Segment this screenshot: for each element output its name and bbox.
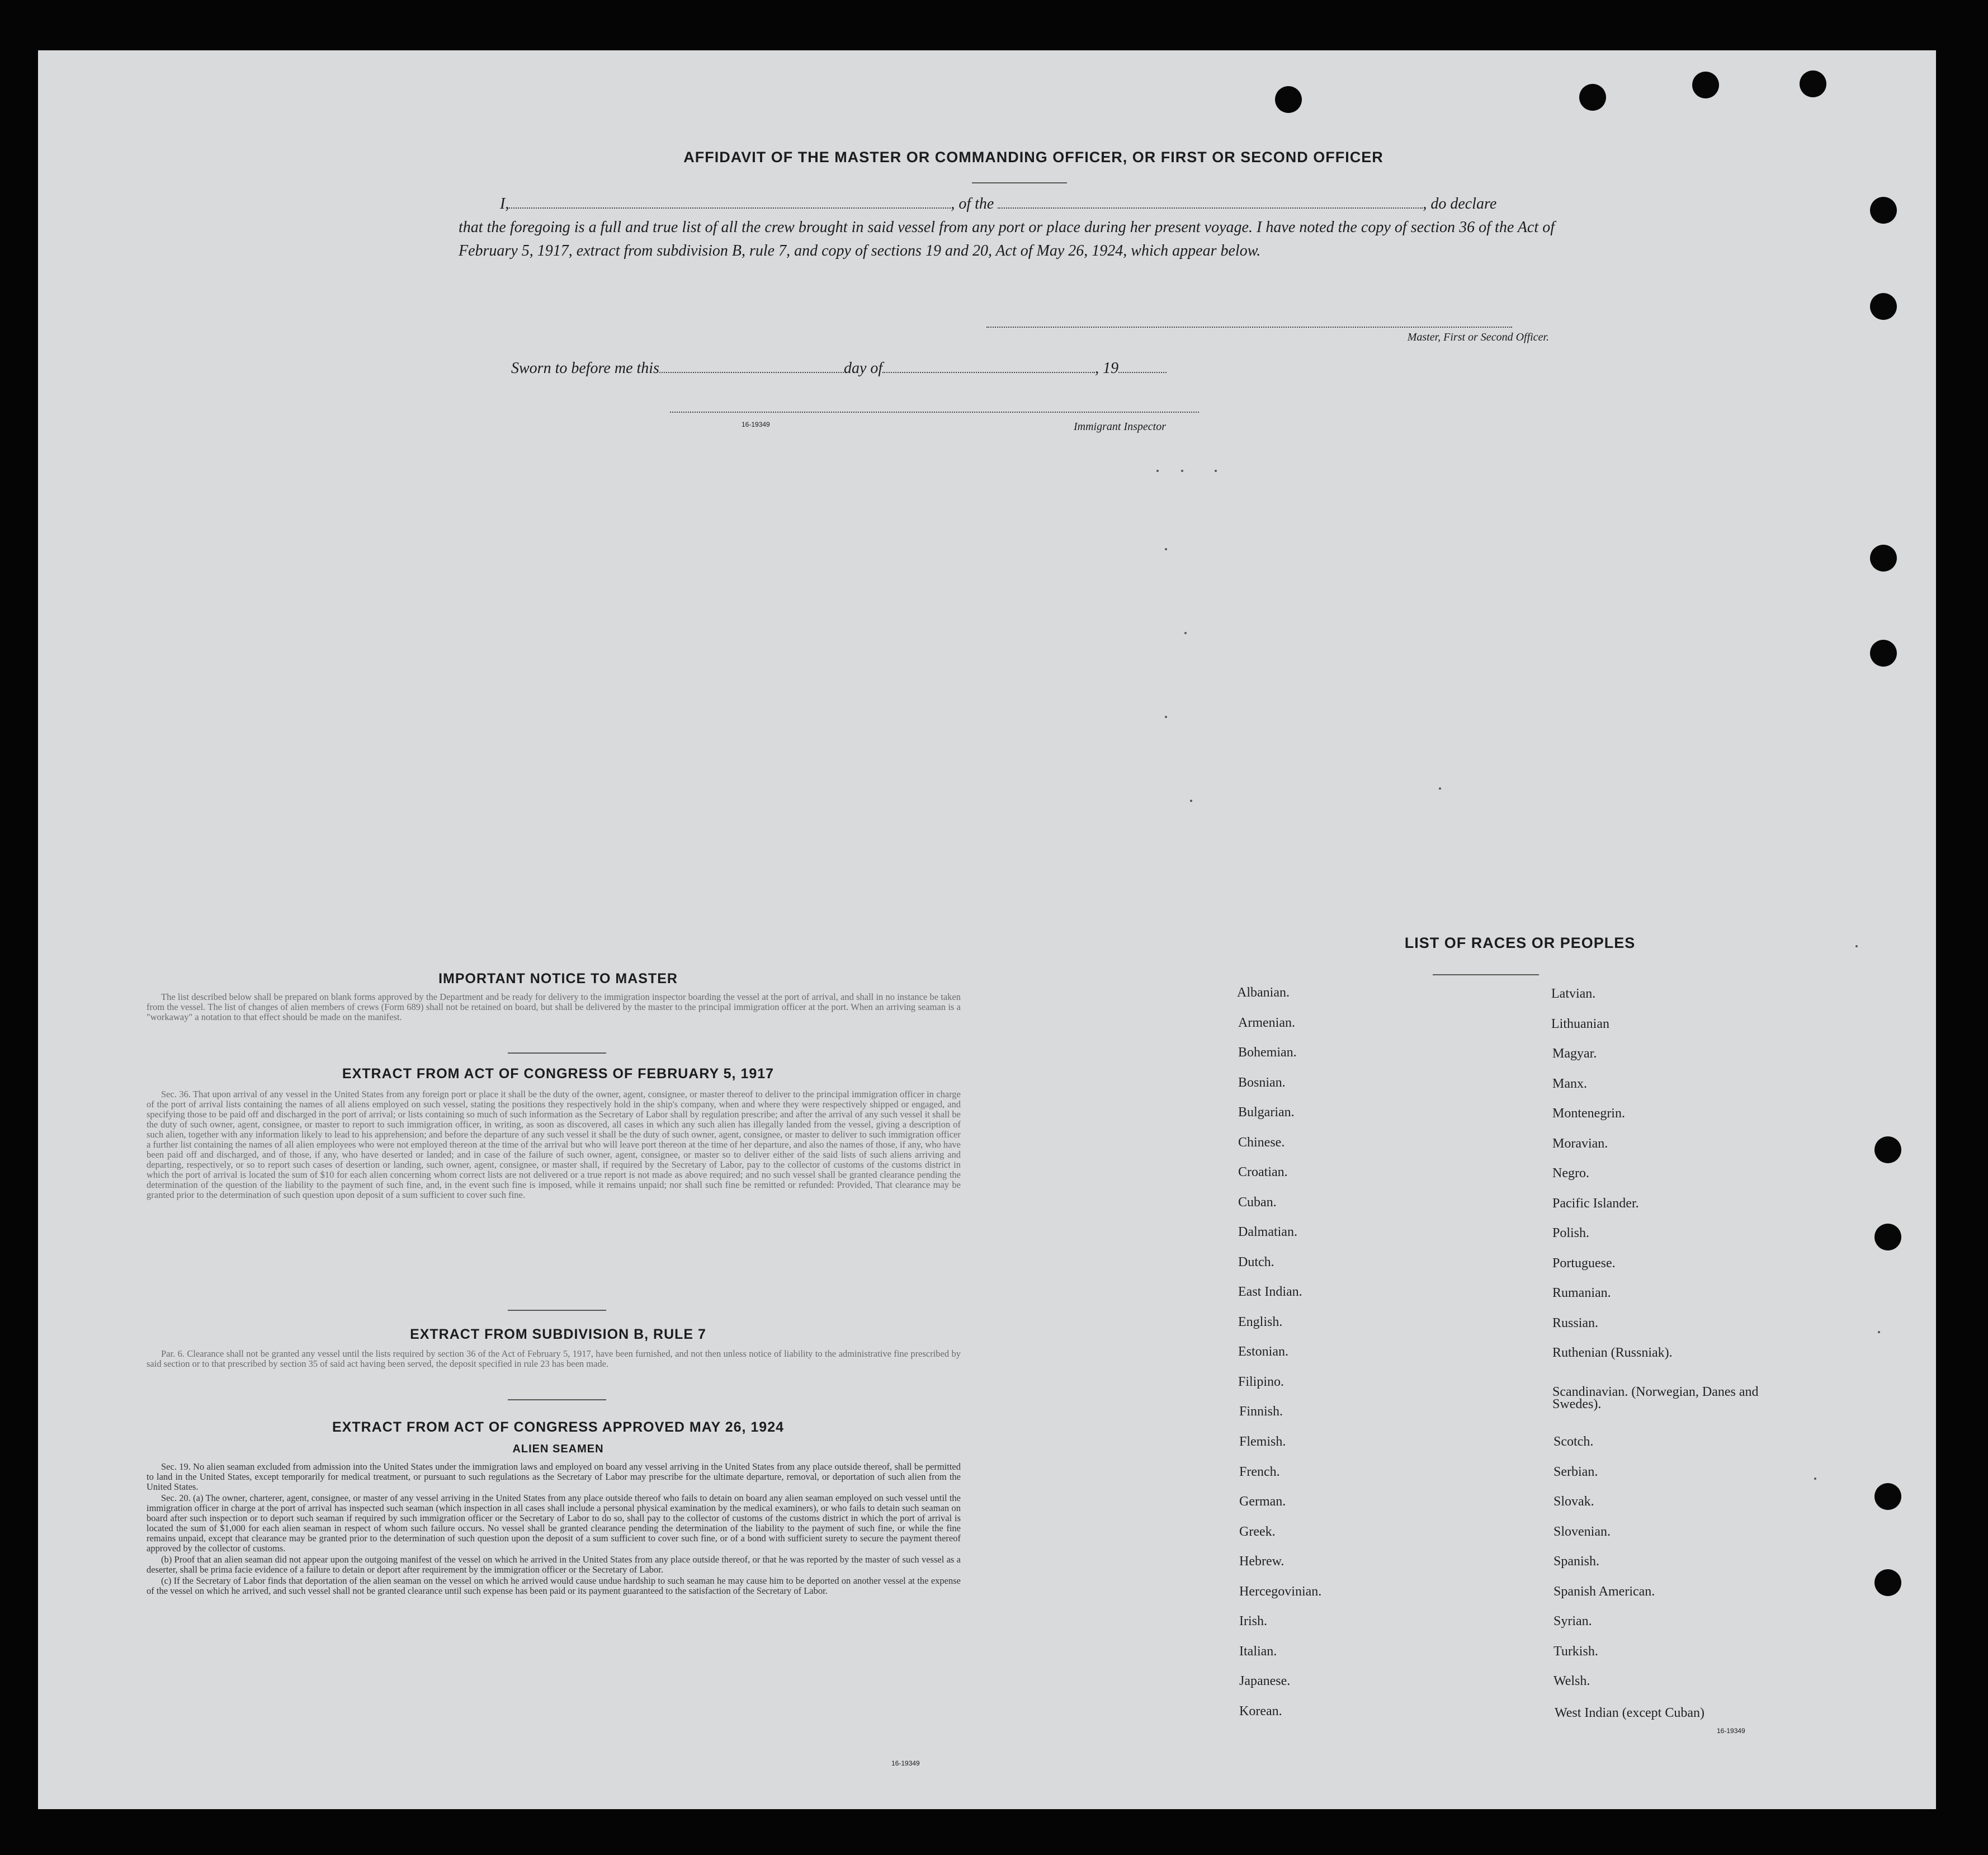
document-page: [38, 50, 1936, 1809]
race-item: West Indian (except Cuban): [1555, 1706, 1704, 1720]
extract-1917-title: EXTRACT FROM ACT OF CONGRESS OF FEBRUARY 5, 1917: [342, 1066, 775, 1082]
sworn-line: [511, 357, 1167, 380]
punch-hole: [1874, 1224, 1901, 1250]
race-item: Syrian.: [1553, 1614, 1592, 1629]
sworn-month-blank[interactable]: [882, 360, 1095, 373]
extract-1924-paragraph: Sec. 20. (a) The owner, charterer, agent, consignee, or master of any vessel arriving in the United States from any place outside thereof who fails to detain on board any alien seaman employed on such vessel until the immigration officer in charge at the port of arrival has inspected such seaman (which inspection in all cases shall include a personal physical examination by the medical examiners), or who fails to detain such seaman on board after such inspection or to deport such seaman if required by such immigration officer or the Secretary of Labor to do so, shall pay to the collector of customs of the customs district in which the port of arrival is located the sum of $1,000 for each alien seaman in respect of whom such failure occurs. No vessel shall be granted clearance pending the determination of the liability to the payment of such fine, or while the fine remains unpaid, except that clearance may be granted prior to the determination of such question upon the deposit of a sum sufficient to cover such fine, or of a bond with sufficient surety to secure the payment thereof approved by the collector of customs.: [147, 1493, 961, 1554]
punch-hole: [1870, 640, 1897, 667]
race-item: Ruthenian (Russniak).: [1552, 1346, 1673, 1360]
race-item: Estonian.: [1238, 1344, 1288, 1359]
race-item: Irish.: [1239, 1614, 1267, 1629]
paper-speck: [1156, 470, 1159, 472]
sworn-day: day of: [843, 360, 883, 377]
race-item: Croatian.: [1238, 1165, 1288, 1179]
form-number-left: 16-19349: [891, 1759, 920, 1767]
race-item: Slovak.: [1553, 1494, 1594, 1509]
inspector-signature-line[interactable]: [670, 412, 1199, 413]
race-item: Portuguese.: [1552, 1256, 1616, 1271]
race-item: Polish.: [1552, 1226, 1590, 1240]
extract-rule7-text: [147, 1349, 961, 1370]
extract-rule7-title: EXTRACT FROM SUBDIVISION B, RULE 7: [410, 1327, 706, 1342]
race-item: Hercegovinian.: [1239, 1584, 1322, 1599]
race-item: Pacific Islander.: [1552, 1196, 1639, 1211]
race-item: Bohemian.: [1238, 1045, 1297, 1060]
race-item: Serbian.: [1553, 1465, 1598, 1479]
race-item: Montenegrin.: [1552, 1106, 1625, 1121]
punch-hole: [1870, 545, 1897, 572]
paper-speck: [1190, 800, 1192, 802]
punch-hole: [1874, 1569, 1901, 1596]
race-item: Italian.: [1239, 1644, 1277, 1659]
punch-hole: [1692, 72, 1719, 98]
paper-speck: [1878, 1331, 1880, 1333]
race-item: Lithuanian: [1551, 1017, 1609, 1031]
punch-hole: [1870, 197, 1897, 224]
extract-1917-divider: [508, 1310, 606, 1311]
extract-1917-text: [147, 1089, 961, 1201]
form-number-top: 16-19349: [742, 421, 770, 428]
punch-hole: [1874, 1136, 1901, 1163]
master-caption: Master, First or Second Officer.: [1407, 331, 1549, 343]
race-item: Scandinavian. (Norwegian, Danes and Swedes).: [1552, 1385, 1759, 1412]
extract-1924-paragraph: (c) If the Secretary of Labor finds that deportation of the alien seaman on the vessel on which he arrived would cause undue hardship to such seaman he may cause him to be deported on another vessel at the expense of the vessel on which he arrived, and such vessel shall not be granted clearance until such expense has been paid or its payment guaranteed to the satisfaction of the Secretary of Labor.: [147, 1575, 961, 1596]
race-item: Scotch.: [1553, 1434, 1594, 1449]
title-divider: [972, 182, 1067, 183]
extract-1917-paragraph: Sec. 36. That upon arrival of any vessel in the United States from any foreign port or place it shall be the duty of the owner, agent, consignee, or master thereof to deliver to the principal immigration officer in charge of the port of arrival lists containing the names of all aliens employed on such vessel, stating the positions they respectively hold in the ship's company, when and where they were respectively shipped or engaged, and specifying those to be paid off and discharged in the port of arrival; or lists containing so much of such information as the Secretary of Labor shall by regulation prescribe; and after the arrival of any such vessel it shall be the duty of such owner, agent, consignee, or master to report to such immigration officer, in writing, as soon as discovered, all cases in which any such alien has illegally landed from the vessel, giving a description of such alien, together with any information likely to lead to his apprehension; and before the departure of any such vessel it shall be the duty of such owner, agent, consignee, or master to deliver to such immigration officer a further list containing the names of all alien employees who were not employed thereon at the time of the arrival but who will leave port thereon at the time of her departure, and also the names of those, if any, who have been paid off and discharged, and of those, if any, who have deserted or landed; and in case of the failure of such owner, agent, consignee, or master so to deliver either of the said lists of such aliens arriving and departing, respectively, or so to report such cases of desertion or landing, such owner, agent, consignee, or master shall, if required by the Secretary of Labor, pay to the collector of customs of the customs district in which the port of arrival is located the sum of $10 for each alien concerning whom correct lists are not delivered or a true report is not made as above required; and no such vessel shall be granted clearance pending the determination of the question of the liability to the payment of such fine, and, in the event such fine is imposed, while it remains unpaid; nor shall such fine be remitted or refunded: Provided, That clearance may be granted prior to the determination of such question upon deposit of a sum sufficient to cover such fine.: [147, 1089, 961, 1200]
extract-1924-paragraph: Sec. 19. No alien seaman excluded from admission into the United States under the immigration laws and employed on board any vessel arriving in the United States from any place outside thereof, shall be permitted to land in the United States, except temporarily for medical treatment, or pursuant to such regulations as the Secretary of Labor may prescribe for the ultimate departure, removal, or deportation of such alien from the United States.: [147, 1461, 961, 1492]
notice-text: [147, 992, 961, 1023]
race-item: Slovenian.: [1553, 1524, 1611, 1539]
vessel-blank[interactable]: [998, 195, 1423, 209]
punch-hole: [1275, 86, 1302, 113]
paper-speck: [1814, 1478, 1816, 1480]
race-item: Moravian.: [1552, 1136, 1608, 1151]
race-item: Dalmatian.: [1238, 1225, 1297, 1239]
master-signature-line[interactable]: [986, 327, 1512, 328]
race-item: Armenian.: [1238, 1016, 1295, 1030]
sworn-year-blank[interactable]: [1118, 360, 1167, 373]
extract-1924-paragraph: (b) Proof that an alien seaman did not appear upon the outgoing manifest of the vessel on which he arrived in the United States from any place outside thereof, or that he was reported by the master of such vessel as a deserter, shall be prima facie evidence of a failure to detain or deport after requirement by the immigration officer or the Secretary of Labor.: [147, 1554, 961, 1575]
punch-hole: [1870, 293, 1897, 320]
race-item: Welsh.: [1553, 1674, 1590, 1688]
extract-rule7-paragraph: Par. 6. Clearance shall not be granted any vessel until the lists required by section 36 of the Act of February 5, 1917, have been furnished, and not then unless notice of liability to the administrative fine prescribed by said section or to that prescribed by section 35 of said act having been served, the deposit specified in rule 23 has been made.: [147, 1348, 961, 1369]
race-item: Bulgarian.: [1238, 1105, 1295, 1120]
sworn-date-blank[interactable]: [659, 360, 844, 373]
paper-speck: [1439, 787, 1441, 790]
affidavit-paragraph: that the foregoing is a full and true list of all the crew brought in said vessel from any port or place during her present voyage. I have noted the copy of section 36 of the Act of February 5, 1917, extract from subdivision B, rule 7, and copy of sections 19 and 20, Act of May 26, 1924, which appear below.: [459, 219, 1555, 259]
extract-1924-title: EXTRACT FROM ACT OF CONGRESS APPROVED MAY 26, 1924: [332, 1419, 785, 1435]
race-item: Russian.: [1552, 1316, 1599, 1330]
race-item: Latvian.: [1551, 986, 1596, 1001]
form-number-right: 16-19349: [1717, 1727, 1745, 1735]
race-item: Rumanian.: [1552, 1286, 1611, 1300]
inspector-caption: Immigrant Inspector: [1074, 421, 1166, 433]
punch-hole: [1874, 1483, 1901, 1510]
sworn-year: , 19: [1095, 360, 1119, 377]
race-item: Dutch.: [1238, 1255, 1274, 1269]
paper-speck: [1165, 548, 1167, 550]
notice-title: IMPORTANT NOTICE TO MASTER: [438, 971, 678, 986]
paper-speck: [1215, 470, 1217, 472]
affidavit-title: AFFIDAVIT OF THE MASTER OR COMMANDING OFFICER, OR FIRST OR SECOND OFFICER: [683, 149, 1383, 166]
declaration-declare: , do declare: [1423, 195, 1497, 213]
race-item: Finnish.: [1239, 1404, 1283, 1419]
race-item: Korean.: [1239, 1704, 1282, 1719]
race-item: Negro.: [1552, 1166, 1589, 1181]
paper-speck: [1184, 632, 1187, 634]
notice-divider: [508, 1052, 606, 1054]
race-item: Chinese.: [1238, 1135, 1285, 1150]
race-item: Greek.: [1239, 1524, 1276, 1539]
paper-speck: [1181, 470, 1183, 472]
races-divider: [1433, 974, 1539, 975]
race-item: Magyar.: [1552, 1046, 1597, 1061]
races-title: LIST OF RACES OR PEOPLES: [1404, 934, 1636, 951]
extract-rule7-divider: [508, 1399, 606, 1400]
affidavit-declaration-line: [500, 192, 1496, 216]
race-item: Spanish American.: [1553, 1584, 1655, 1599]
race-item: English.: [1238, 1315, 1283, 1329]
extract-1924-text: [147, 1462, 961, 1597]
race-item: German.: [1239, 1494, 1286, 1509]
race-item: Manx.: [1552, 1077, 1587, 1091]
declaration-i: I,: [500, 195, 509, 213]
race-item: Albanian.: [1237, 985, 1290, 1000]
race-item: Flemish.: [1239, 1434, 1286, 1449]
race-item: Spanish.: [1553, 1554, 1600, 1569]
race-item: Filipino.: [1238, 1375, 1285, 1389]
race-item: Turkish.: [1553, 1644, 1598, 1659]
paper-speck: [1855, 945, 1858, 947]
race-item: Cuban.: [1238, 1195, 1277, 1210]
paper-speck: [1165, 716, 1167, 718]
name-blank[interactable]: [509, 195, 951, 209]
race-item: East Indian.: [1238, 1285, 1302, 1299]
race-item: Hebrew.: [1239, 1554, 1285, 1569]
notice-paragraph: The list described below shall be prepared on blank forms approved by the Department and be ready for delivery to the immigration inspector boarding the vessel at the port of arrival, and shall in no instance be taken from the vessel. The list of changes of alien members of crews (Form 689) shall not be retained on board, but shall be delivered by the master to the principal immigration officer at the port. When an arriving seaman is a "workaway" a notation to that effect should be made on the manifest.: [147, 992, 961, 1022]
declaration-of-the: , of the: [951, 195, 994, 213]
punch-hole: [1800, 70, 1826, 97]
punch-hole: [1579, 84, 1606, 111]
sworn-prefix: Sworn to before me this: [511, 360, 659, 377]
race-item: Japanese.: [1239, 1674, 1291, 1688]
extract-1924-subtitle: ALIEN SEAMEN: [512, 1443, 604, 1455]
race-item: French.: [1239, 1465, 1280, 1479]
race-item: Bosnian.: [1238, 1075, 1286, 1090]
